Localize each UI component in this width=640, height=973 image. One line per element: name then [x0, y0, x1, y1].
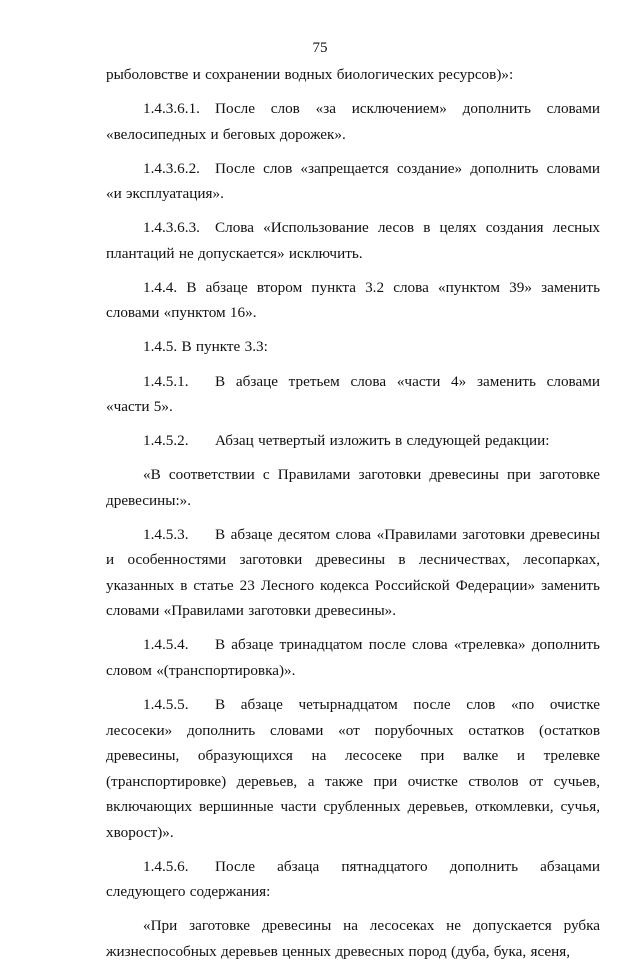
- paragraph-1-4-5-3: [106, 522, 600, 624]
- paragraph-1-4-3-6-2: [106, 156, 600, 207]
- paragraph-text: Абзац четвертый изложить в следующей редакции:: [215, 432, 550, 450]
- paragraph-text: В абзаце тринадцатом после слова «трелевка» дополнить словом «(транспортировка)».: [106, 636, 600, 679]
- paragraph-text: После слов «за исключением» дополнить словами «велосипедных и беговых дорожек».: [106, 100, 600, 143]
- clause-number: 1.4.3.6.3.: [143, 219, 200, 237]
- paragraph-text: 1.4.4. В абзаце втором пункта 3.2 слова «пунктом 39» заменить словами «пунктом 16».: [106, 278, 600, 322]
- paragraph-text: В абзаце третьем слова «части 4» заменить словами «части 5».: [106, 372, 600, 416]
- paragraph-1-4-5-5: [106, 692, 600, 845]
- paragraph-1-4-5-4: [106, 632, 600, 683]
- paragraph-text: «В соответствии с Правилами заготовки древесины при заготовке древесины:».: [106, 466, 600, 509]
- clause-number: 1.4.5.5.: [143, 696, 189, 714]
- clause-number: 1.4.3.6.1.: [143, 100, 200, 118]
- clause-number: 1.4.5.6.: [143, 857, 189, 875]
- paragraph-text: «При заготовке древесины на лесосеках не допускается рубка жизнеспособных деревьев ценных древесных пород (дуба, бука, ясеня,: [106, 917, 600, 960]
- clause-number: 1.4.5.1.: [143, 372, 189, 390]
- paragraph-1-4-3-6-1: [106, 96, 600, 147]
- paragraph-1-4-4: [106, 275, 600, 326]
- clause-number: 1.4.5.3.: [143, 525, 189, 543]
- paragraph-quote-1: [106, 462, 600, 513]
- paragraph-text: В абзаце десятом слова «Правилами заготовки древесины и особенностями заготовки древесины в лесничествах, лесопарках, указанных в статье 23 Лесного кодекса Российской Федерации» заменить словами «Правилами заготовки древесины».: [106, 525, 600, 620]
- clause-number: 1.4.5.4.: [143, 636, 189, 654]
- paragraph-quote-2: [106, 913, 600, 964]
- paragraph-1-4-5-1: [106, 369, 600, 420]
- paragraph-text: рыболовстве и сохранении водных биологических ресурсов)»:: [106, 66, 514, 83]
- paragraph-text: Слова «Использование лесов в целях создания лесных плантаций не допускается» исключить.: [106, 219, 600, 262]
- page-number: 75: [312, 40, 328, 56]
- paragraph-text: После абзаца пятнадцатого дополнить абзацами следующего содержания:: [106, 857, 600, 901]
- paragraph-1-4-5-2: [106, 428, 600, 454]
- paragraph-continuation: [106, 62, 600, 88]
- document-body: [106, 62, 600, 973]
- paragraph-text: После слов «запрещается создание» дополнить словами «и эксплуатация».: [106, 159, 600, 203]
- paragraph-text: 1.4.5. В пункте 3.3:: [143, 338, 268, 356]
- clause-number: 1.4.3.6.2.: [143, 159, 200, 177]
- paragraph-1-4-5-6: [106, 854, 600, 905]
- clause-number: 1.4.5.2.: [143, 432, 189, 450]
- paragraph-1-4-3-6-3: [106, 215, 600, 266]
- paragraph-1-4-5: [106, 334, 600, 360]
- paragraph-text: В абзаце четырнадцатом после слов «по очистке лесосеки» дополнить словами «от порубочных остатков (остатков древесины, образующихся на лесосеке при валке и трелевке (транспортировке) деревьев, а также при очистке стволов от сучьев, включающих вершинные части срубленных деревьев, откомлевки, сучья, хворост)».: [106, 696, 600, 841]
